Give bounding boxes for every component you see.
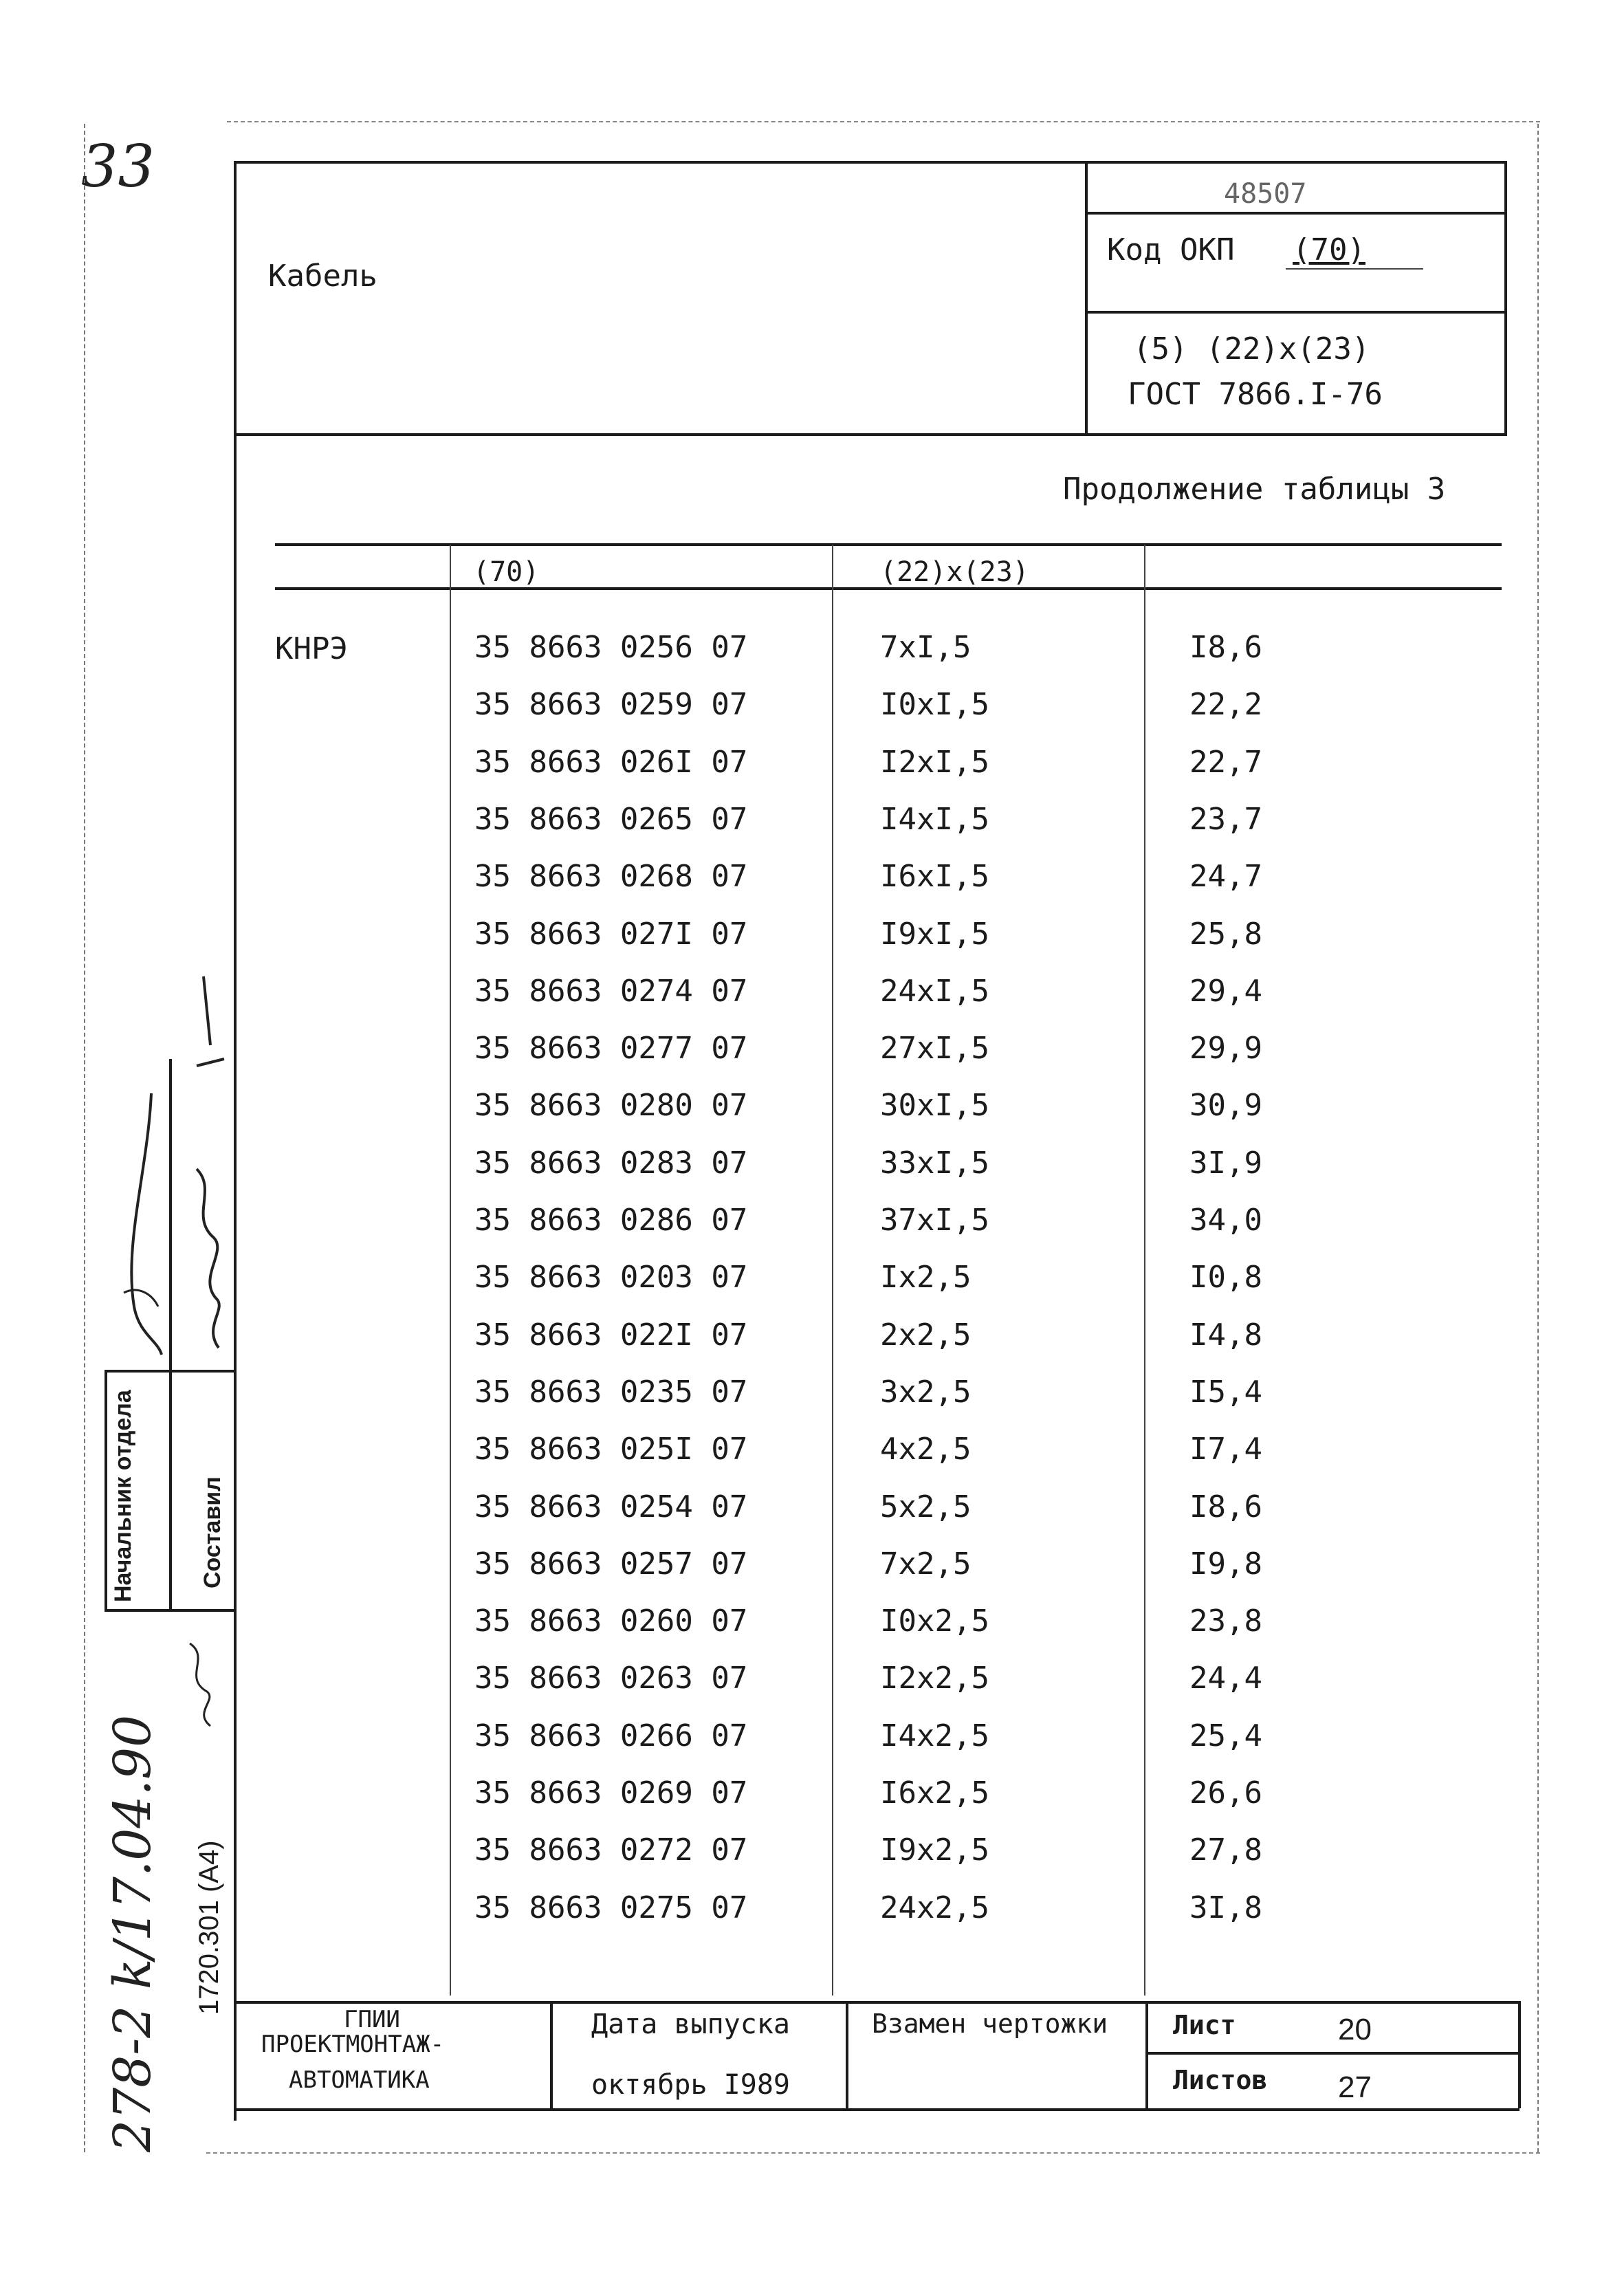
row-value: 27,8 — [1189, 1833, 1262, 1868]
org-line-2: ПРОЕКТМОНТАЖ- — [261, 2031, 445, 2058]
row-value: I4,8 — [1189, 1317, 1262, 1353]
row-code: 35 8663 0280 07 — [474, 1088, 748, 1124]
row-value: 26,6 — [1189, 1775, 1262, 1811]
stamp-handwritten-ref — [103, 1715, 162, 2152]
table-top-rule — [275, 543, 1502, 546]
row-value: 24,7 — [1189, 859, 1262, 895]
row-code: 35 8663 0274 07 — [474, 973, 748, 1009]
table-row — [0, 1307, 1624, 1364]
row-code: 35 8663 0286 07 — [474, 1203, 748, 1238]
row-code: 35 8663 0259 07 — [474, 687, 748, 723]
okp-label: Код ОКП — [1107, 232, 1235, 267]
header-top-border — [235, 161, 1506, 164]
replaces-label: Взамен чертожки — [872, 2009, 1108, 2039]
stamp-format — [194, 1840, 225, 2015]
row-size: 7x2,5 — [880, 1546, 972, 1582]
header-title: Кабель — [268, 259, 377, 294]
row-value: 34,0 — [1189, 1203, 1262, 1238]
row-size: 37xI,5 — [880, 1203, 989, 1238]
row-size: 7xI,5 — [880, 630, 972, 665]
row-code: 35 8663 0269 07 — [474, 1775, 748, 1811]
column-header-size: (22)x(23) — [880, 556, 1029, 588]
table-row — [0, 1192, 1624, 1249]
footer-bottom-border — [234, 2108, 1519, 2111]
row-size: 24x2,5 — [880, 1890, 989, 1925]
row-value: 25,4 — [1189, 1718, 1262, 1753]
row-code: 35 8663 022I 07 — [474, 1317, 748, 1353]
signature-dept-head — [110, 1086, 172, 1362]
table-row — [0, 1421, 1624, 1478]
okp-value: (70) — [1293, 232, 1365, 267]
row-code: 35 8663 027I 07 — [474, 916, 748, 952]
row-value: I7,4 — [1189, 1432, 1262, 1467]
row-code: 35 8663 0254 07 — [474, 1489, 748, 1524]
table-row — [0, 1364, 1624, 1421]
header-code-underline — [1086, 212, 1504, 215]
sheets-label: Листов — [1173, 2065, 1268, 2095]
designation-line-2: ГОСТ 7866.I-76 — [1128, 377, 1383, 412]
row-value: I9,8 — [1189, 1546, 1262, 1582]
row-size: 27xI,5 — [880, 1031, 989, 1067]
table-row — [0, 848, 1624, 906]
table-row — [0, 619, 1624, 677]
footer-right-border — [1518, 2001, 1521, 2108]
row-code: 35 8663 0203 07 — [474, 1260, 748, 1295]
row-size: 3x2,5 — [880, 1374, 972, 1410]
row-code: 35 8663 0268 07 — [474, 859, 748, 895]
row-size: 33xI,5 — [880, 1145, 989, 1181]
row-size: I2x2,5 — [880, 1661, 989, 1696]
stamp-bottom-rule — [105, 1609, 235, 1612]
row-value: I8,6 — [1189, 630, 1262, 665]
footer-divider-3 — [1145, 2001, 1148, 2108]
table-caption: Продолжение таблицы 3 — [1063, 472, 1446, 507]
row-code: 35 8663 026I 07 — [474, 744, 748, 780]
table-row — [0, 1478, 1624, 1536]
stamp-dept-head-text: Начальник отдела — [110, 1390, 136, 1602]
table-row — [0, 1135, 1624, 1192]
row-code: 35 8663 0257 07 — [474, 1546, 748, 1582]
table-row — [0, 791, 1624, 849]
row-size: I6x2,5 — [880, 1775, 989, 1811]
row-value: 23,7 — [1189, 801, 1262, 837]
row-code: 35 8663 0235 07 — [474, 1374, 748, 1410]
row-size: 2x2,5 — [880, 1317, 972, 1353]
row-value: I0,8 — [1189, 1260, 1262, 1295]
footer-divider-2 — [846, 2001, 848, 2108]
row-size: I4xI,5 — [880, 801, 989, 837]
row-code: 35 8663 0283 07 — [474, 1145, 748, 1181]
table-row — [0, 1650, 1624, 1707]
table-row — [0, 734, 1624, 791]
row-code: 35 8663 025I 07 — [474, 1432, 748, 1467]
org-line-1: ГПИИ — [344, 2006, 400, 2033]
page-number: 33 — [81, 133, 155, 200]
org-line-3: АВТОМАТИКА — [289, 2066, 430, 2094]
row-size: 30xI,5 — [880, 1088, 989, 1124]
row-code: 35 8663 0265 07 — [474, 801, 748, 837]
row-value: 23,8 — [1189, 1604, 1262, 1639]
okp-value-underline — [1286, 268, 1423, 270]
release-date: октябрь I989 — [591, 2069, 790, 2101]
stamp-format-text: 1720.301 (А4) — [194, 1840, 224, 2015]
header-divider — [1085, 161, 1088, 433]
table-row — [0, 1822, 1624, 1879]
table-row — [0, 1707, 1624, 1765]
designation-line-1: (5) (22)x(23) — [1133, 331, 1370, 367]
row-size: I9x2,5 — [880, 1833, 989, 1868]
column-header-code: (70) — [473, 556, 540, 588]
row-value: 3I,9 — [1189, 1145, 1262, 1181]
row-value: 3I,8 — [1189, 1890, 1262, 1925]
signature-approval — [176, 1637, 231, 1733]
row-value: 29,9 — [1189, 1031, 1262, 1067]
row-size: I2xI,5 — [880, 744, 989, 780]
sheets-value: 27 — [1338, 2070, 1372, 2104]
row-value: 30,9 — [1189, 1088, 1262, 1124]
row-size: I0x2,5 — [880, 1604, 989, 1639]
row-code: 35 8663 0277 07 — [474, 1031, 748, 1067]
row-value: I5,4 — [1189, 1374, 1262, 1410]
table-row — [0, 676, 1624, 734]
row-size: I4x2,5 — [880, 1718, 989, 1753]
table-row — [0, 963, 1624, 1020]
row-code: 35 8663 0263 07 — [474, 1661, 748, 1696]
table-row — [0, 1879, 1624, 1937]
sheet-value: 20 — [1338, 2013, 1372, 2046]
code-number: 48507 — [1224, 178, 1307, 210]
row-code: 35 8663 0272 07 — [474, 1833, 748, 1868]
frame-bottom-edge — [206, 2152, 1540, 2154]
row-value: 22,7 — [1189, 744, 1262, 780]
frame-top-edge — [227, 121, 1540, 122]
row-value: 24,4 — [1189, 1661, 1262, 1696]
table-row — [0, 1764, 1624, 1822]
header-okp-underline — [1086, 311, 1504, 314]
stamp-handwritten-ref-text: 278-2 k/17.04.90 — [103, 1714, 162, 2152]
form-right-border — [1504, 161, 1507, 436]
row-code: 35 8663 0260 07 — [474, 1604, 748, 1639]
row-code: 35 8663 0266 07 — [474, 1718, 748, 1753]
signature-compiler — [176, 963, 238, 1368]
footer-sheet-divider — [1145, 2052, 1519, 2055]
row-value: I8,6 — [1189, 1489, 1262, 1524]
row-size: I0xI,5 — [880, 687, 989, 723]
stamp-left-rule — [105, 1370, 107, 1610]
row-size: Ix2,5 — [880, 1260, 972, 1295]
table-row — [0, 1593, 1624, 1650]
row-value: 22,2 — [1189, 687, 1262, 723]
footer-divider-1 — [550, 2001, 553, 2108]
row-size: 24xI,5 — [880, 973, 989, 1009]
stamp-dept-head — [110, 1390, 137, 1602]
header-bottom-border — [235, 433, 1506, 436]
row-value: 25,8 — [1189, 916, 1262, 952]
group-label: КНРЭ — [275, 631, 348, 666]
row-size: I9xI,5 — [880, 916, 989, 952]
stamp-compiled-by-text: Составил — [199, 1476, 226, 1588]
row-size: 5x2,5 — [880, 1489, 972, 1524]
row-size: I6xI,5 — [880, 859, 989, 895]
table-row — [0, 1249, 1624, 1307]
footer-top-border — [234, 2001, 1519, 2004]
table-row — [0, 1535, 1624, 1593]
row-size: 4x2,5 — [880, 1432, 972, 1467]
sheet-label: Лист — [1173, 2010, 1236, 2040]
row-value: 29,4 — [1189, 973, 1262, 1009]
table-row — [0, 906, 1624, 963]
table-row — [0, 1077, 1624, 1135]
release-label: Дата выпуска — [591, 2009, 790, 2040]
row-code: 35 8663 0256 07 — [474, 630, 748, 665]
row-code: 35 8663 0275 07 — [474, 1890, 748, 1925]
table-row — [0, 1020, 1624, 1078]
stamp-compiled-by — [199, 1476, 226, 1588]
